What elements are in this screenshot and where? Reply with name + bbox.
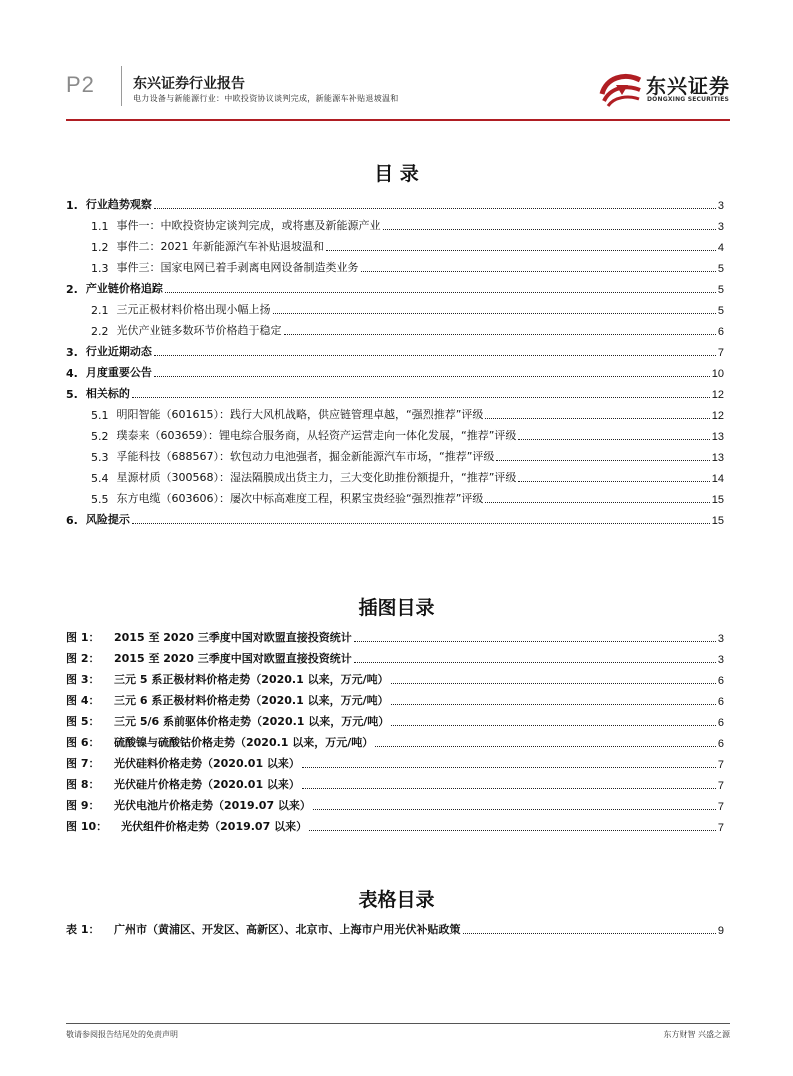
figure-item-page: 7	[717, 759, 724, 771]
figure-item[interactable]	[66, 732, 724, 750]
figure-item-num: 图 2：	[66, 652, 100, 665]
figure-item[interactable]	[66, 669, 724, 687]
toc-item-page: 10	[711, 368, 724, 380]
figure-item-page: 6	[717, 696, 724, 708]
toc-item-text: 相关标的	[85, 387, 130, 400]
figure-item-page: 6	[717, 738, 724, 750]
toc-item-num: 1.	[66, 199, 78, 212]
figure-item-text: 光伏硅片价格走势（2020.01 以来）	[114, 778, 300, 791]
toc-leader	[326, 250, 716, 251]
footer-slogan: 东方财智 兴盛之源	[663, 1030, 730, 1039]
toc-item-page: 5	[717, 305, 724, 317]
toc-item[interactable]	[66, 362, 724, 380]
figure-item-num: 图 5：	[66, 715, 100, 728]
figure-item-text: 光伏组件价格走势（2019.07 以来）	[121, 820, 308, 833]
figure-item-text: 2015 至 2020 三季度中国对欧盟直接投资统计	[114, 652, 352, 665]
toc-leader	[485, 418, 709, 419]
toc-item-text: 东方电缆（603606）：屡次中标高难度工程，积累宝贵经验“强烈推荐”评级	[116, 492, 484, 505]
figure-item-text: 光伏硅料价格走势（2020.01 以来）	[114, 757, 300, 770]
toc-leader	[154, 208, 716, 209]
figure-item-text: 三元 6 系正极材料价格走势（2020.1 以来，万元/吨）	[114, 694, 389, 707]
toc-leader	[132, 397, 710, 398]
table-item[interactable]	[66, 919, 724, 937]
toc-leader	[132, 523, 710, 524]
toc-leader	[313, 809, 716, 810]
toc-leader	[496, 460, 709, 461]
toc-item-page: 5	[717, 284, 724, 296]
toc-item-num: 6.	[66, 514, 78, 527]
report-title: 东兴证券行业报告	[133, 76, 245, 92]
toc-leader	[154, 376, 710, 377]
figure-item[interactable]	[66, 774, 724, 792]
logo-mark-icon	[598, 64, 644, 110]
toc-item[interactable]	[66, 299, 724, 317]
toc-leader	[361, 271, 716, 272]
figure-item-text: 2015 至 2020 三季度中国对欧盟直接投资统计	[114, 631, 352, 644]
toc-item[interactable]	[66, 383, 724, 401]
toc-item[interactable]	[66, 488, 724, 506]
toc-item-num: 5.	[66, 388, 78, 401]
toc-item-page: 14	[711, 473, 724, 485]
figures-title: 插图目录	[358, 597, 435, 619]
toc-item-page: 15	[711, 515, 724, 527]
toc-item-text: 光伏产业链多数环节价格趋于稳定	[116, 324, 282, 337]
toc-item-text: 孚能科技（688567）：软包动力电池强者，掘金新能源汽车市场，“推荐”评级	[116, 450, 495, 463]
figure-item-text: 硫酸镍与硫酸钴价格走势（2020.1 以来，万元/吨）	[114, 736, 374, 749]
toc-leader	[354, 662, 716, 663]
toc-item-page: 12	[711, 410, 724, 422]
toc-item[interactable]	[66, 425, 724, 443]
toc-item[interactable]	[66, 236, 724, 254]
page-number: P2	[66, 72, 95, 97]
toc-item-num: 1.2	[91, 241, 109, 254]
figure-item-num: 图 4：	[66, 694, 100, 707]
toc-item-num: 5.2	[91, 430, 109, 443]
toc-item[interactable]	[66, 341, 724, 359]
toc-item-num: 5.1	[91, 409, 109, 422]
toc-leader	[518, 481, 709, 482]
toc-leader	[154, 355, 716, 356]
figure-item-page: 6	[717, 717, 724, 729]
toc-item-num: 2.2	[91, 325, 109, 338]
contents-title: 目 录	[374, 163, 419, 185]
figure-item-page: 3	[717, 633, 724, 645]
logo-text-en: DONGXING SECURITIES	[647, 96, 730, 103]
toc-item-page: 15	[711, 494, 724, 506]
footer-disclaimer: 敬请参阅报告结尾处的免责声明	[66, 1030, 178, 1039]
toc-leader	[375, 746, 716, 747]
toc-leader	[165, 292, 716, 293]
toc-item[interactable]	[66, 446, 724, 464]
toc-leader	[273, 313, 716, 314]
report-subtitle: 电力设备与新能源行业：中欧投资协议谈判完成，新能源车补贴退坡温和	[133, 94, 399, 103]
toc-item-page: 13	[711, 452, 724, 464]
table-item-text: 广州市（黄浦区、开发区、高新区）、北京市、上海市户用光伏补贴政策	[114, 923, 461, 936]
toc-leader	[463, 933, 716, 934]
figure-item-page: 3	[717, 654, 724, 666]
toc-leader	[391, 725, 716, 726]
toc-item-text: 风险提示	[85, 513, 130, 526]
header-separator	[121, 66, 122, 106]
toc-item-text: 三元正极材料价格出现小幅上扬	[116, 303, 271, 316]
figure-item[interactable]	[66, 648, 724, 666]
figure-item-text: 三元 5 系正极材料价格走势（2020.1 以来，万元/吨）	[114, 673, 389, 686]
toc-item-text: 事件二：2021 年新能源汽车补贴退坡温和	[116, 240, 324, 253]
figure-item[interactable]	[66, 795, 724, 813]
toc-item[interactable]	[66, 509, 724, 527]
toc-leader	[391, 704, 716, 705]
toc-item-text: 事件一：中欧投资协定谈判完成，或将惠及新能源产业	[116, 219, 381, 232]
toc-leader	[383, 229, 716, 230]
figure-item[interactable]	[66, 627, 724, 645]
figure-item-num: 图 8：	[66, 778, 100, 791]
toc-item-text: 事件三：国家电网已着手剥离电网设备制造类业务	[116, 261, 359, 274]
toc-item-num: 5.5	[91, 493, 109, 506]
footer-rule	[66, 1023, 730, 1024]
figure-item[interactable]	[66, 753, 724, 771]
figure-item-num: 图 9：	[66, 799, 100, 812]
toc-item-text: 行业近期动态	[85, 345, 152, 358]
toc-leader	[302, 788, 716, 789]
toc-item-num: 3.	[66, 346, 78, 359]
toc-item-num: 2.1	[91, 304, 109, 317]
logo-text-cn: 东兴证券	[646, 74, 730, 98]
toc-leader	[284, 334, 716, 335]
figure-item[interactable]	[66, 690, 724, 708]
toc-item-text: 月度重要公告	[85, 366, 152, 379]
toc-item-num: 4.	[66, 367, 78, 380]
table-item-num: 表 1：	[66, 923, 100, 936]
toc-item[interactable]	[66, 278, 724, 296]
toc-item-text: 产业链价格追踪	[85, 282, 163, 295]
figure-item-num: 图 7：	[66, 757, 100, 770]
toc-item-page: 3	[717, 200, 724, 212]
toc-leader	[302, 767, 716, 768]
figure-item-text: 三元 5/6 系前驱体价格走势（2020.1 以来，万元/吨）	[114, 715, 390, 728]
toc-item[interactable]	[66, 215, 724, 233]
figure-item-page: 7	[717, 780, 724, 792]
figure-item-text: 光伏电池片价格走势（2019.07 以来）	[114, 799, 311, 812]
toc-item-text: 璞泰来（603659）：锂电综合服务商，从轻资产运营走向一体化发展，“推荐”评级	[116, 429, 517, 442]
figure-item-num: 图 6：	[66, 736, 100, 749]
toc-item-page: 3	[717, 221, 724, 233]
toc-item-page: 12	[711, 389, 724, 401]
toc-item-page: 5	[717, 263, 724, 275]
toc-item-num: 5.4	[91, 472, 109, 485]
toc-item[interactable]	[66, 467, 724, 485]
toc-item-page: 13	[711, 431, 724, 443]
toc-item-text: 行业趋势观察	[85, 198, 152, 211]
toc-leader	[309, 830, 716, 831]
table-item-page: 9	[717, 925, 724, 937]
figure-item[interactable]	[66, 711, 724, 729]
toc-item-page: 4	[717, 242, 724, 254]
toc-item-num: 2.	[66, 283, 78, 296]
toc-leader	[518, 439, 709, 440]
figure-item-num: 图 1：	[66, 631, 100, 644]
toc-item[interactable]	[66, 404, 724, 422]
toc-item[interactable]	[66, 194, 724, 212]
figure-item[interactable]	[66, 816, 724, 834]
toc-item-num: 1.1	[91, 220, 109, 233]
toc-item-text: 明阳智能（601615）：践行大风机战略，供应链管理卓越，“强烈推荐”评级	[116, 408, 484, 421]
toc-item-page: 7	[717, 347, 724, 359]
tables-title: 表格目录	[358, 889, 435, 911]
toc-leader	[485, 502, 709, 503]
toc-item-num: 1.3	[91, 262, 109, 275]
toc-item-num: 5.3	[91, 451, 109, 464]
toc-item[interactable]	[66, 257, 724, 275]
figure-item-num: 图 10：	[66, 820, 108, 833]
company-logo	[598, 64, 730, 110]
toc-leader	[354, 641, 716, 642]
figure-item-page: 7	[717, 822, 724, 834]
toc-item-text: 星源材质（300568）：湿法隔膜成出货主力，三大变化助推份额提升，“推荐”评级	[116, 471, 517, 484]
toc-item-page: 6	[717, 326, 724, 338]
toc-leader	[391, 683, 716, 684]
figure-item-num: 图 3：	[66, 673, 100, 686]
toc-item[interactable]	[66, 320, 724, 338]
figure-item-page: 6	[717, 675, 724, 687]
header-rule	[66, 119, 730, 121]
figure-item-page: 7	[717, 801, 724, 813]
